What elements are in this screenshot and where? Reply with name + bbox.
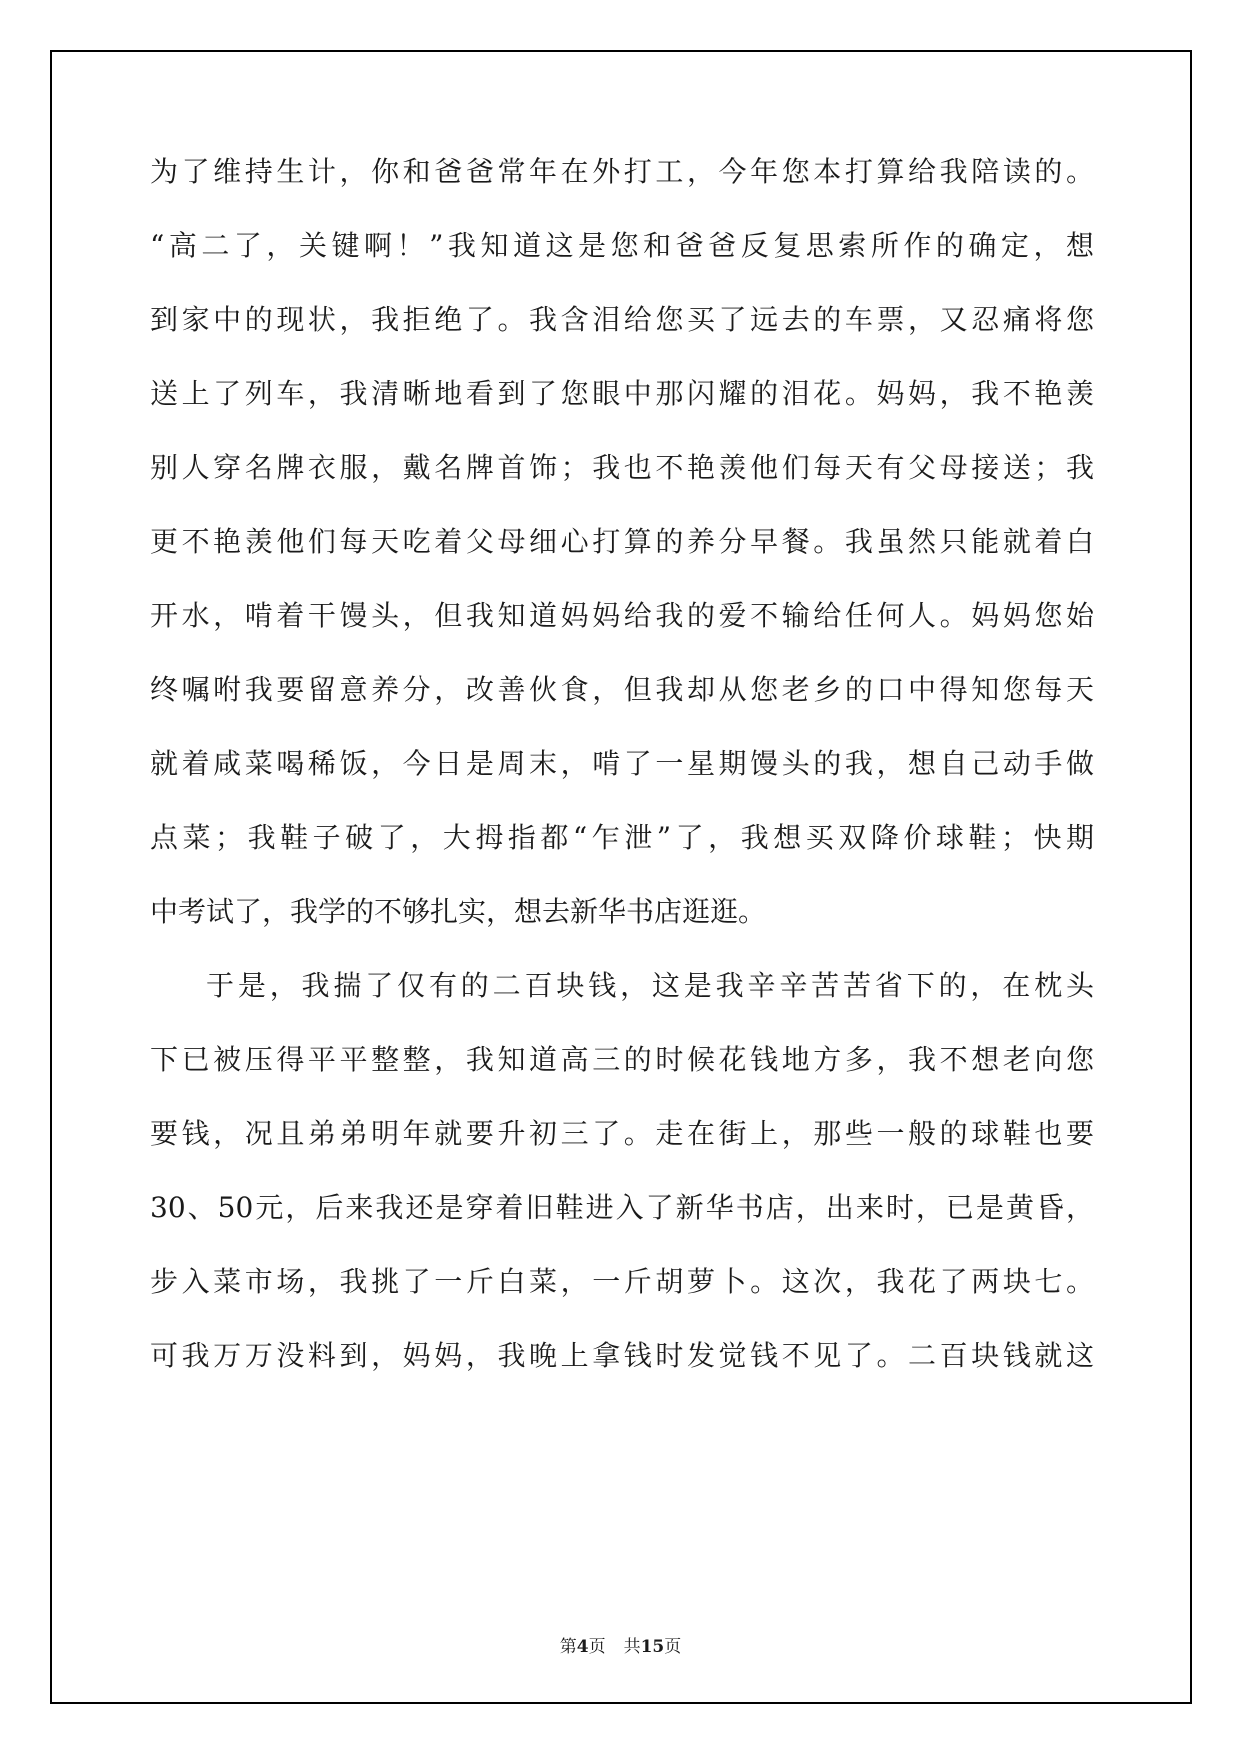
- text-line: 点菜；我鞋子破了，大拇指都“乍泄”了，我想买双降价球鞋；快期: [150, 821, 1094, 854]
- text-line: 为了维持生计，你和爸爸常年在外打工，今年您本打算给我陪读的。: [150, 155, 1094, 188]
- total-pages: 15: [640, 1637, 665, 1657]
- text-line: 别人穿名牌衣服，戴名牌首饰；我也不艳羡他们每天有父母接送；我: [150, 451, 1094, 484]
- text-line: 30、50元，后来我还是穿着旧鞋进入了新华书店，出来时，已是黄昏，: [150, 1191, 1094, 1224]
- text-line: 到家中的现状，我拒绝了。我含泪给您买了远去的车票，又忍痛将您: [150, 303, 1094, 336]
- text-line: 更不艳羡他们每天吃着父母细心打算的养分早餐。我虽然只能就着白: [150, 525, 1094, 558]
- page-prefix: 第: [559, 1637, 577, 1657]
- page-suffix: 页: [588, 1637, 606, 1657]
- total-prefix: 共: [623, 1637, 641, 1657]
- page-number: 4: [576, 1637, 589, 1657]
- document-body: [150, 154, 1094, 1412]
- text-line: 就着咸菜喝稀饭，今日是周末，啃了一星期馒头的我，想自己动手做: [150, 747, 1094, 780]
- text-line: 可我万万没料到，妈妈，我晚上拿钱时发觉钱不见了。二百块钱就这: [150, 1339, 1094, 1372]
- text-line: 中考试了，我学的不够扎实，想去新华书店逛逛。: [150, 895, 767, 928]
- text-line: 步入菜市场，我挑了一斤白菜，一斤胡萝卜。这次，我花了两块七。: [150, 1265, 1094, 1298]
- text-line: 于是，我揣了仅有的二百块钱，这是我辛辛苦苦省下的，在枕头: [206, 969, 1094, 1002]
- text-line: 下已被压得平平整整，我知道高三的时候花钱地方多，我不想老向您: [150, 1043, 1094, 1076]
- text-line: “高二了，关键啊！”我知道这是您和爸爸反复思索所作的确定，想: [150, 229, 1094, 262]
- text-line: 开水，啃着干馒头，但我知道妈妈给我的爱不输给任何人。妈妈您始: [150, 599, 1094, 632]
- text-line: 终嘱咐我要留意养分，改善伙食，但我却从您老乡的口中得知您每天: [150, 673, 1094, 706]
- page-footer: [0, 1632, 1241, 1657]
- text-line: 送上了列车，我清晰地看到了您眼中那闪耀的泪花。妈妈，我不艳羡: [150, 377, 1094, 410]
- total-suffix: 页: [664, 1637, 682, 1657]
- text-line: 要钱，况且弟弟明年就要升初三了。走在街上，那些一般的球鞋也要: [150, 1117, 1094, 1150]
